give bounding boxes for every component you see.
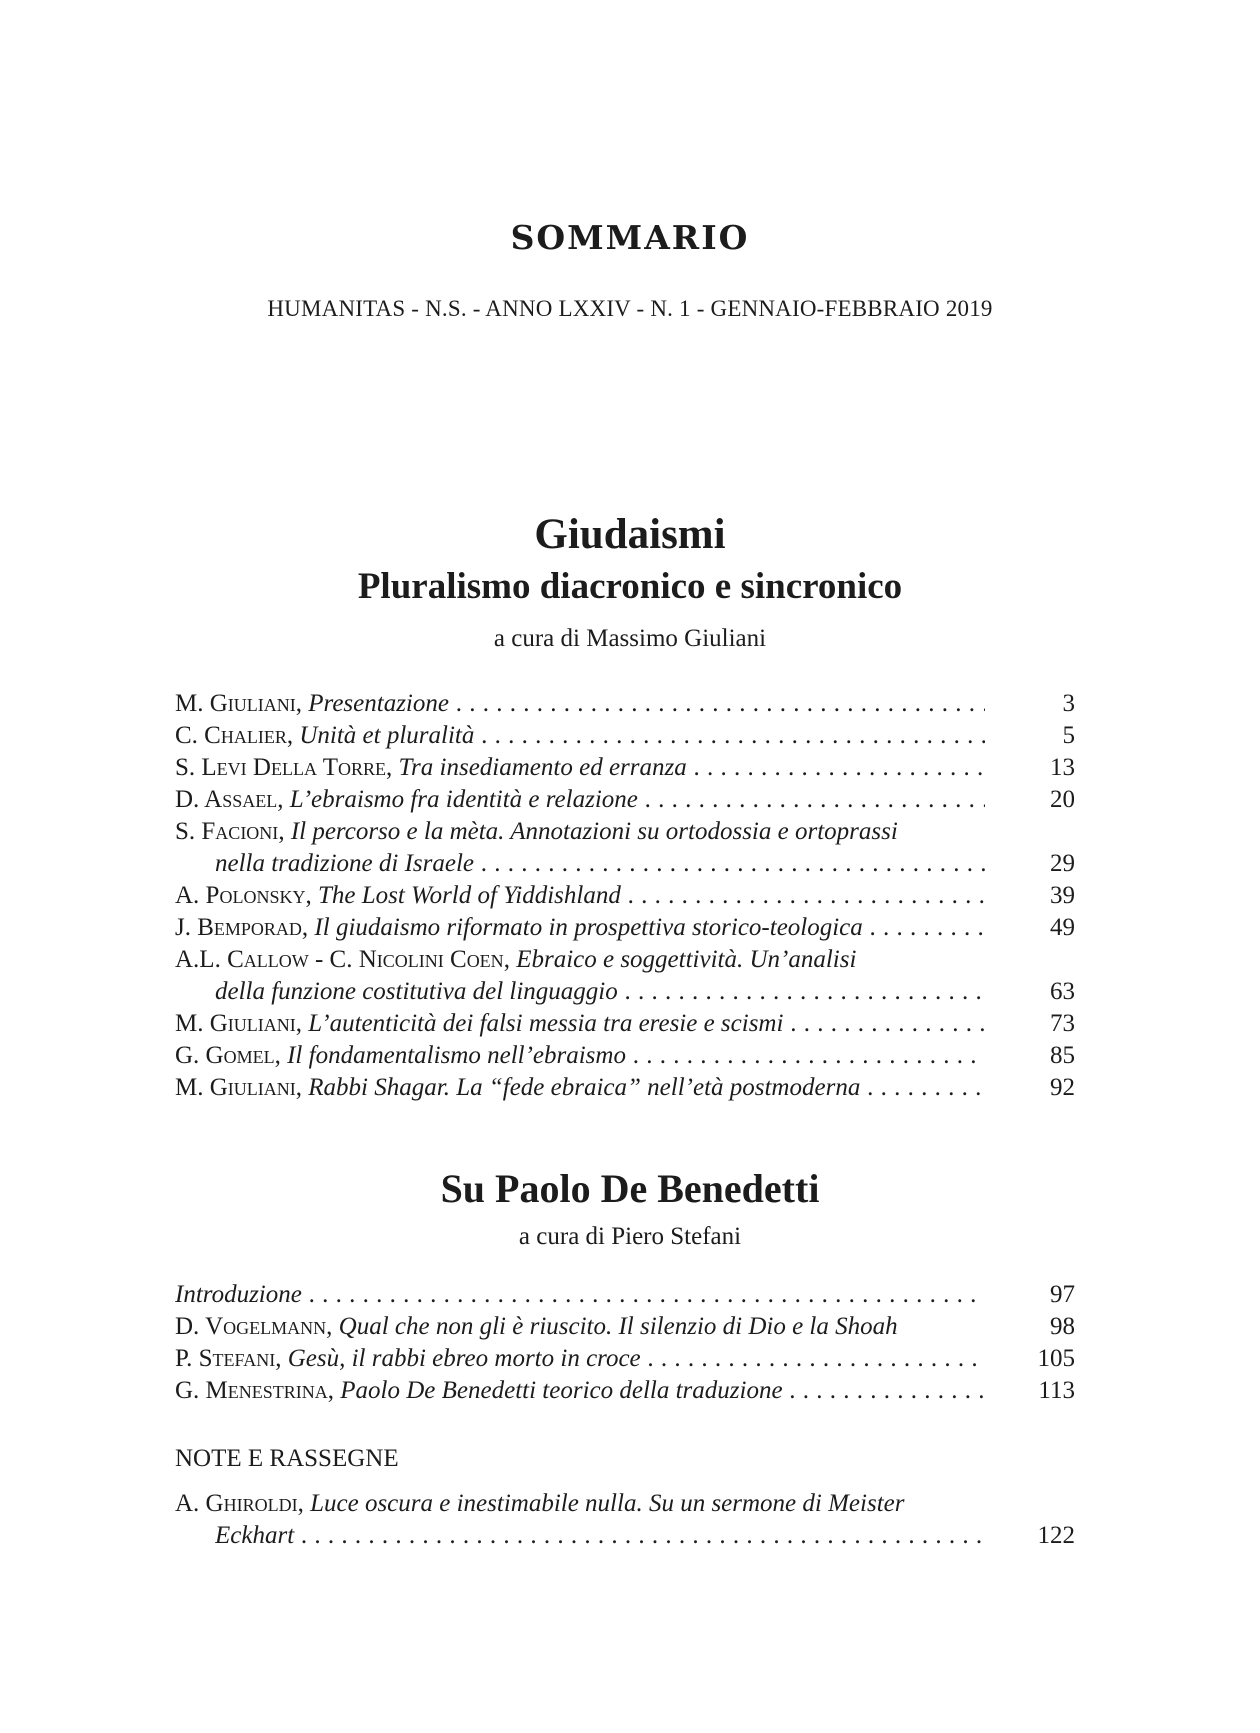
entry-page: 85 xyxy=(1050,1042,1075,1069)
toc-entry[interactable]: J. Bemporad, Il giudaismo riformato in prospettiva storico-teologica . . . 49 xyxy=(175,912,1075,944)
toc-entry[interactable]: M. Giuliani, L’autenticità dei falsi messia tra eresie e scismi . . . 73 xyxy=(175,1008,1075,1040)
entry-page: 63 xyxy=(1050,978,1075,1005)
entry-author: M. Giuliani xyxy=(175,1010,296,1037)
entry-title: L’autenticità dei falsi messia tra eresie e scismi xyxy=(308,1010,784,1037)
toc-entry[interactable]: M. Giuliani, Presentazione . . . 3 xyxy=(175,688,1075,720)
entry-title: Il fondamentalismo nell’ebraismo xyxy=(287,1042,626,1069)
toc-entry[interactable]: A.L. Callow - C. Nicolini Coen, Ebraico e soggettività. Un’analisi della funzione costitutiva del linguaggio . . . 63 xyxy=(175,944,1075,1008)
entry-title: Qual che non gli è riuscito. Il silenzio di Dio e la Shoah xyxy=(338,1313,898,1340)
toc-entry[interactable]: G. Menestrina, Paolo De Benedetti teorico della traduzione . . . 113 xyxy=(175,1375,1075,1407)
entry-page: 49 xyxy=(1050,914,1075,941)
toc-notes xyxy=(175,1488,1075,1552)
toc-entry[interactable]: S. Facioni, Il percorso e la mèta. Annotazioni su ortodossia e ortoprassi nella tradizione di Israele . . . 29 xyxy=(175,816,1075,880)
entry-title-cont: della funzione costitutiva del linguaggio xyxy=(215,978,618,1005)
entry-author: G. Gomel xyxy=(175,1042,275,1069)
notes-heading: NOTE E RASSEGNE xyxy=(175,1445,399,1472)
entry-page: 113 xyxy=(1038,1377,1075,1404)
toc-section-1 xyxy=(175,688,1075,1104)
entry-page: 97 xyxy=(1050,1281,1075,1308)
entry-page: 92 xyxy=(1050,1074,1075,1101)
entry-author: P. Stefani xyxy=(175,1345,276,1372)
toc-entry[interactable]: C. Chalier, Unità et pluralità . . . 5 xyxy=(175,720,1075,752)
entry-page: 73 xyxy=(1050,1010,1075,1037)
entry-author: G. Menestrina xyxy=(175,1377,328,1404)
entry-author: A.L. Callow - C. Nicolini Coen xyxy=(175,946,504,973)
section-curator: a cura di Piero Stefani xyxy=(518,1223,742,1250)
entry-title: Presentazione xyxy=(308,690,449,717)
entry-page: 122 xyxy=(1037,1522,1075,1549)
entry-page: 5 xyxy=(1062,722,1075,749)
toc-entry[interactable]: S. Levi Della Torre, Tra insediamento ed erranza . . . 13 xyxy=(175,752,1075,784)
entry-author: A. Ghiroldi xyxy=(175,1490,298,1517)
toc-entry[interactable]: D. Assael, L’ebraismo fra identità e relazione . . . 20 xyxy=(175,784,1075,816)
toc-entry[interactable]: A. Polonsky, The Lost World of Yiddishland . . . 39 xyxy=(175,880,1075,912)
entry-title: Unità et pluralità xyxy=(299,722,475,749)
entry-title: The Lost World of Yiddishland xyxy=(317,882,621,909)
entry-author: M. Giuliani xyxy=(175,1074,296,1101)
entry-title-cont: Eckhart xyxy=(215,1522,295,1549)
toc-entry[interactable]: P. Stefani, Gesù, il rabbi ebreo morto in croce . . . 105 xyxy=(175,1343,1075,1375)
entry-title: Tra insediamento ed erranza xyxy=(398,754,687,781)
toc-entry[interactable]: M. Giuliani, Rabbi Shagar. La “fede ebraica” nell’età postmoderna . . . 92 xyxy=(175,1072,1075,1104)
entry-title: Ebraico e soggettività. Un’analisi xyxy=(516,946,857,973)
entry-author: J. Bemporad xyxy=(175,914,302,941)
entry-title: Rabbi Shagar. La “fede ebraica” nell’età postmoderna xyxy=(308,1074,861,1101)
section-curator: a cura di Massimo Giuliani xyxy=(493,625,767,652)
entry-title: Luce oscura e inestimabile nulla. Su un sermone di Meister xyxy=(310,1490,905,1517)
entry-title: L’ebraismo fra identità e relazione xyxy=(289,786,638,813)
entry-page: 39 xyxy=(1050,882,1075,909)
entry-title: Il percorso e la mèta. Annotazioni su ortodossia e ortoprassi xyxy=(290,818,898,845)
entry-author: C. Chalier xyxy=(175,722,287,749)
toc-entry[interactable]: A. Ghiroldi, Luce oscura e inestimabile nulla. Su un sermone di Meister Eckhart . . . 122 xyxy=(175,1488,1075,1552)
entry-author: S. Levi Della Torre xyxy=(175,754,387,781)
entry-title: Gesù, il rabbi ebreo morto in croce xyxy=(287,1345,641,1372)
section-title-giudaismi: Giudaismi xyxy=(534,511,726,558)
toc-section-2 xyxy=(175,1279,1075,1407)
entry-page: 3 xyxy=(1062,690,1075,717)
entry-page: 29 xyxy=(1050,850,1075,877)
toc-entry[interactable] xyxy=(175,1279,1075,1311)
journal-masthead: HUMANITAS - N.S. - ANNO LXXIV - N. 1 - GENNAIO-FEBBRAIO 2019 xyxy=(267,296,993,321)
entry-author: A. Polonsky xyxy=(175,882,306,909)
entry-author: D. Vogelmann xyxy=(175,1313,327,1340)
entry-page: 20 xyxy=(1050,786,1075,813)
entry-page: 13 xyxy=(1050,754,1075,781)
section-subtitle: Pluralismo diacronico e sincronico xyxy=(357,566,903,607)
entry-page: 98 xyxy=(1050,1313,1075,1340)
entry-title-cont: nella tradizione di Israele xyxy=(215,850,474,877)
entry-title: Introduzione xyxy=(175,1281,302,1308)
toc-entry[interactable]: D. Vogelmann, Qual che non gli è riuscito. Il silenzio di Dio e la Shoah 98 xyxy=(175,1311,1075,1343)
section-title-benedetti: Su Paolo De Benedetti xyxy=(440,1166,820,1211)
entry-title: Il giudaismo riformato in prospettiva storico-teologica xyxy=(314,914,863,941)
entry-author: D. Assael xyxy=(175,786,278,813)
summary-title: SOMMARIO xyxy=(510,218,750,257)
entry-author: S. Facioni xyxy=(175,818,279,845)
toc-entry[interactable]: G. Gomel, Il fondamentalismo nell’ebraismo . . . 85 xyxy=(175,1040,1075,1072)
entry-page: 105 xyxy=(1037,1345,1075,1372)
entry-author: M. Giuliani xyxy=(175,690,296,717)
entry-title: Paolo De Benedetti teorico della traduzione xyxy=(340,1377,783,1404)
